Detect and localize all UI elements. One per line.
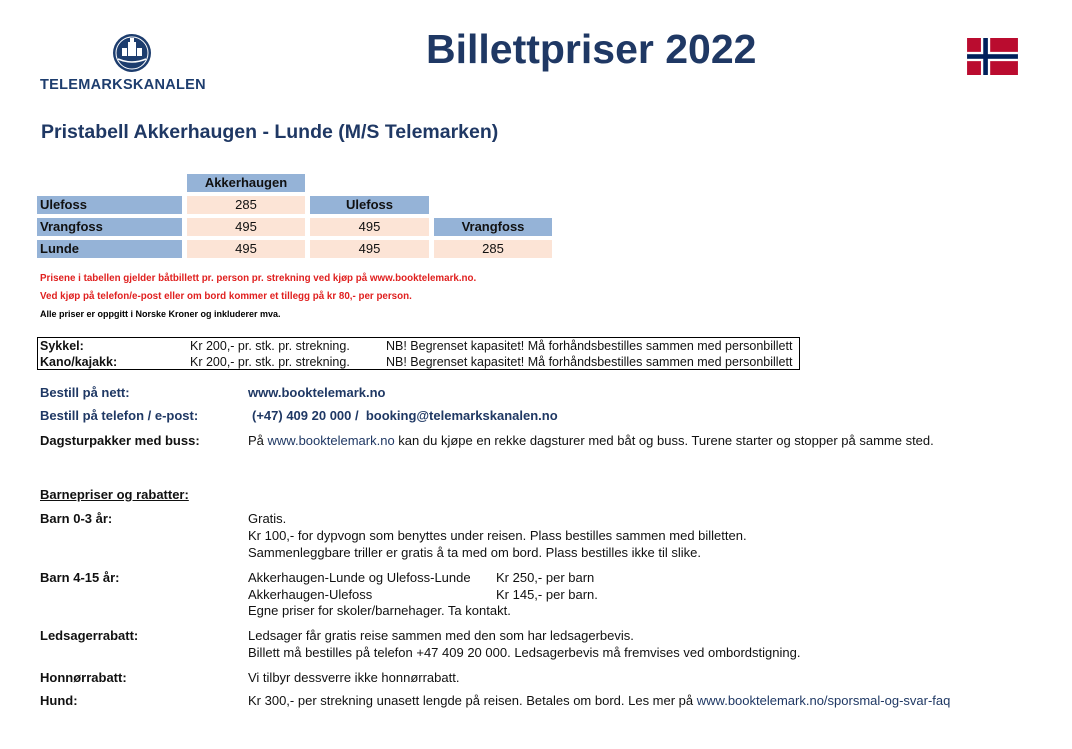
page-title: Billettpriser 2022	[426, 26, 757, 72]
equipment-price: Kr 200,- pr. stk. pr. strekning.	[190, 339, 350, 353]
barn-0-3-label: Barn 0-3 år:	[40, 511, 113, 526]
equipment-label: Sykkel:	[40, 339, 84, 353]
equipment-label: Kano/kajakk:	[40, 355, 118, 369]
col-header-akkerhaugen: Akkerhaugen	[187, 174, 305, 192]
bus-package-text	[248, 433, 934, 448]
price-cell: 495	[310, 240, 429, 258]
faq-link[interactable]: www.booktelemark.no/sporsmal-og-svar-faq	[696, 693, 951, 708]
equipment-note: NB! Begrenset kapasitet! Må forhåndsbestilles sammen med personbillett	[386, 339, 793, 353]
ledsager-line: Ledsager får gratis reise sammen med den som har ledsagerbevis.	[248, 628, 634, 643]
barn-0-3-line: Gratis.	[248, 511, 287, 526]
row-label-ulefoss: Ulefoss	[37, 196, 182, 214]
bus-text-pre: På	[248, 433, 268, 448]
row-label-lunde: Lunde	[37, 240, 182, 258]
honnor-label: Honnørrabatt:	[40, 670, 127, 685]
row-label-vrangfoss: Vrangfoss	[37, 218, 182, 236]
barn-4-15-price: Kr 145,- per barn.	[496, 587, 598, 602]
bus-package-label: Dagsturpakker med buss:	[40, 433, 200, 448]
barn-4-15-label: Barn 4-15 år:	[40, 570, 120, 585]
price-cell: 285	[434, 240, 552, 258]
barn-0-3-line: Sammenleggbare triller er gratis å ta med om bord. Plass bestilles ikke til slike.	[248, 545, 702, 560]
honnor-text: Vi tilbyr dessverre ikke honnørrabatt.	[248, 670, 460, 685]
equipment-box	[37, 337, 800, 370]
price-cell: 495	[187, 240, 305, 258]
barn-4-15-route: Akkerhaugen-Lunde og Ulefoss-Lunde	[248, 570, 471, 585]
ledsager-line: Billett må bestilles på telefon +47 409 20 000. Ledsagerbevis må fremvises ved ombordstigning.	[248, 645, 801, 660]
col-header-vrangfoss: Vrangfoss	[434, 218, 552, 236]
col-header-ulefoss: Ulefoss	[310, 196, 429, 214]
discounts-heading: Barnepriser og rabatter:	[40, 487, 189, 502]
booking-phone-label: Bestill på telefon / e-post:	[40, 408, 199, 423]
equipment-note: NB! Begrenset kapasitet! Må forhåndsbestilles sammen med personbillett	[386, 355, 793, 369]
bus-text-post: kan du kjøpe en rekke dagsturer med båt og buss. Turene starter og stopper på samme sted.	[394, 433, 934, 448]
barn-4-15-route: Akkerhaugen-Ulefoss	[248, 587, 373, 602]
hund-label: Hund:	[40, 693, 78, 708]
hund-text	[248, 693, 950, 708]
price-cell: 495	[310, 218, 429, 236]
price-cell: 285	[187, 196, 305, 214]
price-note-currency: Alle priser er oppgitt i Norske Kroner og inkluderer mva.	[40, 309, 281, 319]
price-note-surcharge: Ved kjøp på telefon/e-post eller om bord kommer et tillegg på kr 80,- per person.	[40, 291, 412, 302]
booking-web-label: Bestill på nett:	[40, 385, 130, 400]
norway-flag-icon[interactable]	[967, 38, 1018, 75]
price-note-online: Prisene i tabellen gjelder båtbillett pr. person pr. strekning ved kjøp på www.booktelemark.no.	[40, 273, 477, 284]
barn-4-15-price: Kr 250,- per barn	[496, 570, 595, 585]
price-cell: 495	[187, 218, 305, 236]
ledsager-label: Ledsagerrabatt:	[40, 628, 139, 643]
booking-phone-email[interactable]: (+47) 409 20 000 / booking@telemarkskanalen.no	[252, 408, 558, 423]
bus-package-link[interactable]: www.booktelemark.no	[267, 433, 395, 448]
table-subtitle: Pristabell Akkerhaugen - Lunde (M/S Telemarken)	[41, 121, 499, 143]
booking-web-link[interactable]: www.booktelemark.no	[248, 385, 386, 400]
logo-wordmark: TELEMARKSKANALEN	[40, 77, 206, 93]
hund-text-body: Kr 300,- per strekning unasett lengde på reisen. Betales om bord. Les mer på	[248, 693, 697, 708]
equipment-price: Kr 200,- pr. stk. pr. strekning.	[190, 355, 350, 369]
barn-4-15-schools: Egne priser for skoler/barnehager. Ta kontakt.	[248, 603, 511, 618]
barn-0-3-line: Kr 100,- for dypvogn som benyttes under reisen. Plass bestilles sammen med billetten.	[248, 528, 747, 543]
